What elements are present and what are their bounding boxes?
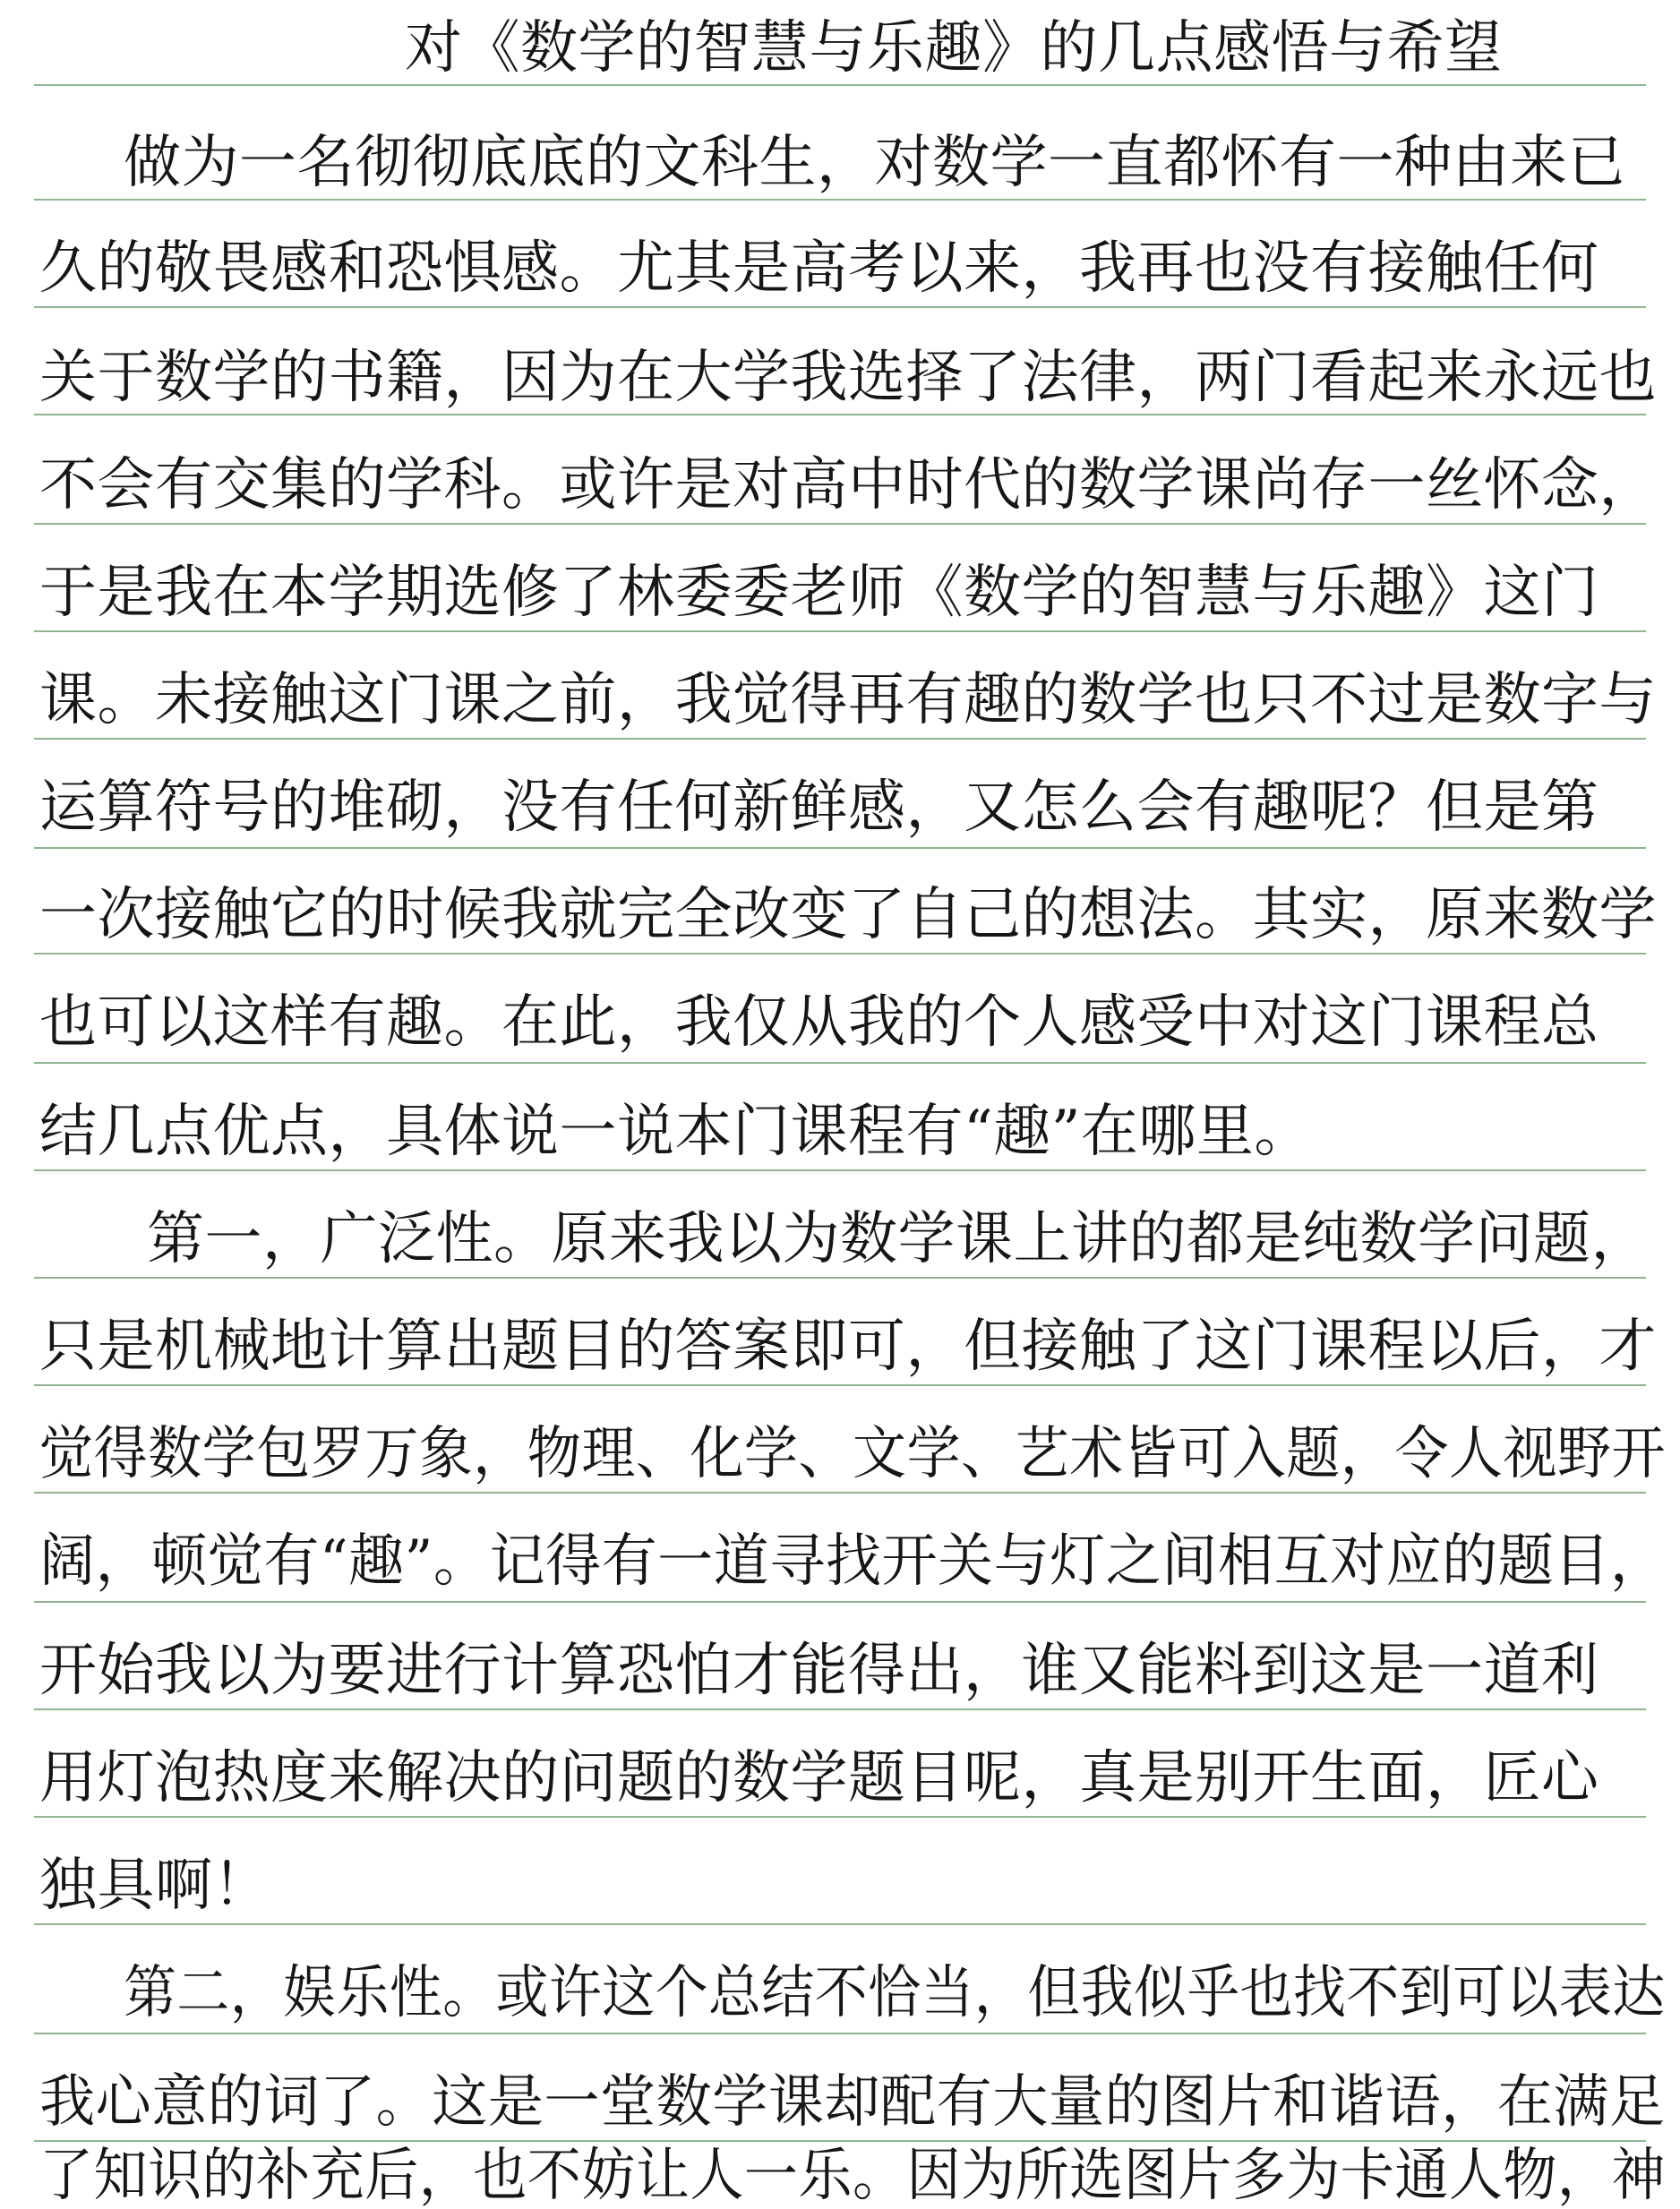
ruled-line [34,1169,1646,1171]
essay-line: 运算符号的堆砌，没有任何新鲜感，又怎么会有趣呢？但是第 [39,775,1599,841]
essay-line: 只是机械地计算出题目的答案即可，但接触了这门课程以后，才 [39,1314,1657,1380]
essay-line: 阔，顿觉有“趣”。记得有一道寻找开关与灯之间相互对应的题目， [39,1528,1667,1595]
ruled-line [34,306,1646,308]
ruled-line [34,847,1646,849]
essay-line: 课。未接触这门课之前，我觉得再有趣的数学也只不过是数字与 [39,667,1657,733]
ruled-line [34,2140,1646,2142]
ruled-line [34,414,1646,415]
ruled-line [34,199,1646,201]
essay-line: 结几点优点，具体说一说本门课程有“趣”在哪里。 [39,1099,1312,1165]
essay-line: 觉得数学包罗万象，物理、化学、文学、艺术皆可入题，令人视野开 [39,1421,1666,1487]
essay-line: 独具啊！ [39,1853,270,1919]
ruled-line [34,1816,1646,1818]
essay-line: 第二，娱乐性。或许这个总结不恰当，但我似乎也找不到可以表达 [124,1960,1666,2026]
ruled-line [34,2033,1646,2034]
essay-title: 对《数学的智慧与乐趣》的几点感悟与希望 [405,15,1503,81]
essay-line: 了知识的补充后，也不妨让人一乐。因为所选图片多为卡通人物，神 [39,2143,1666,2209]
ruled-line [34,630,1646,632]
essay-line: 第一，广泛性。原来我以为数学课上讲的都是纯数学问题， [147,1206,1649,1272]
essay-line: 也可以这样有趣。在此，我仅从我的个人感受中对这门课程总 [39,989,1599,1056]
ruled-line [34,84,1646,86]
essay-line: 一次接触它的时候我就完全改变了自己的想法。其实，原来数学 [39,882,1657,948]
essay-line: 于是我在本学期选修了林委委老师《数学的智慧与乐趣》这门 [39,560,1599,626]
ruled-line [34,523,1646,525]
ruled-line [34,1384,1646,1386]
essay-line: 用灯泡热度来解决的问题的数学题目呢，真是别开生面，匠心 [39,1745,1599,1811]
ruled-line [34,1062,1646,1064]
essay-line: 做为一名彻彻底底的文科生，对数学一直都怀有一种由来已 [124,130,1625,196]
essay-line: 开始我以为要进行计算恐怕才能得出，谁又能料到这是一道利 [39,1638,1599,1704]
ruled-line [34,1601,1646,1603]
ruled-line [34,1277,1646,1279]
essay-line: 久的敬畏感和恐惧感。尤其是高考以来，我再也没有接触任何 [39,235,1599,302]
ruled-line [34,1708,1646,1710]
ruled-line [34,1923,1646,1925]
essay-line: 关于数学的书籍，因为在大学我选择了法律，两门看起来永远也 [39,345,1657,411]
essay-line: 不会有交集的学科。或许是对高中时代的数学课尚存一丝怀念， [39,452,1657,518]
essay-line: 我心意的词了。这是一堂数学课却配有大量的图片和谐语，在满足 [39,2069,1666,2136]
ruled-line [34,953,1646,955]
ruled-line [34,1492,1646,1494]
ruled-line [34,738,1646,740]
